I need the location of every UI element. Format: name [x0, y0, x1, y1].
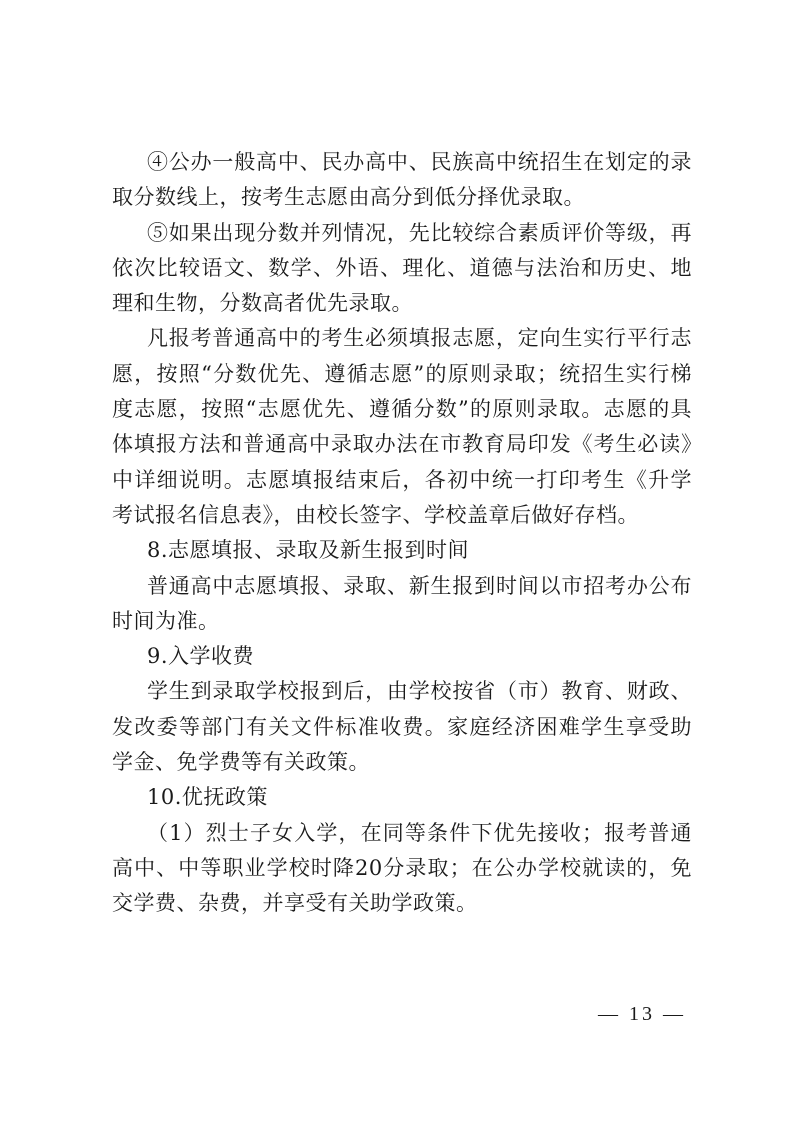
section-heading-10: 10.优抚政策 [147, 785, 268, 810]
paragraph-volunteer-filling: 凡报考普通高中的考生必须填报志愿，定向生实行平行志愿，按照“分数优先、遵循志愿”的原则录取；统招生实行梯度志愿，按照“志愿优先、遵循分数”的原则录取。志愿的具体填报方法和普通高中录取办法在市教育局印发《考生必读》中详细说明。志愿填报结束后，各初中统一打印考生《升学考试报名信息表》，由校长签字、学校盖章后做好存档。 [112, 326, 692, 527]
paragraph-admission-rule-5: ⑤如果出现分数并列情况，先比较综合素质评价等级，再依次比较语文、数学、外语、理化、道德与法治和历史、地理和生物，分数高者优先录取。 [112, 220, 692, 316]
section-body-9: 学生到录取学校报到后，由学校按省（市）教育、财政、发改委等部门有关文件标准收费。家庭经济困难学生享受助学金、免学费等有关政策。 [112, 679, 692, 775]
section-heading-8: 8.志愿填报、录取及新生报到时间 [147, 538, 470, 563]
document-body [112, 145, 692, 922]
page-number: — 13 — [598, 1003, 686, 1025]
section-heading-9: 9.入学收费 [147, 644, 255, 669]
paragraph-admission-rule-4: ④公办一般高中、民办高中、民族高中统招生在划定的录取分数线上，按考生志愿由高分到低分择优录取。 [112, 150, 692, 210]
section-body-8: 普通高中志愿填报、录取、新生报到时间以市招考办公布时间为准。 [112, 573, 692, 633]
section-body-10: （1）烈士子女入学，在同等条件下优先接收；报考普通高中、中等职业学校时降20分录取；在公办学校就读的，免交学费、杂费，并享受有关助学政策。 [112, 820, 692, 916]
